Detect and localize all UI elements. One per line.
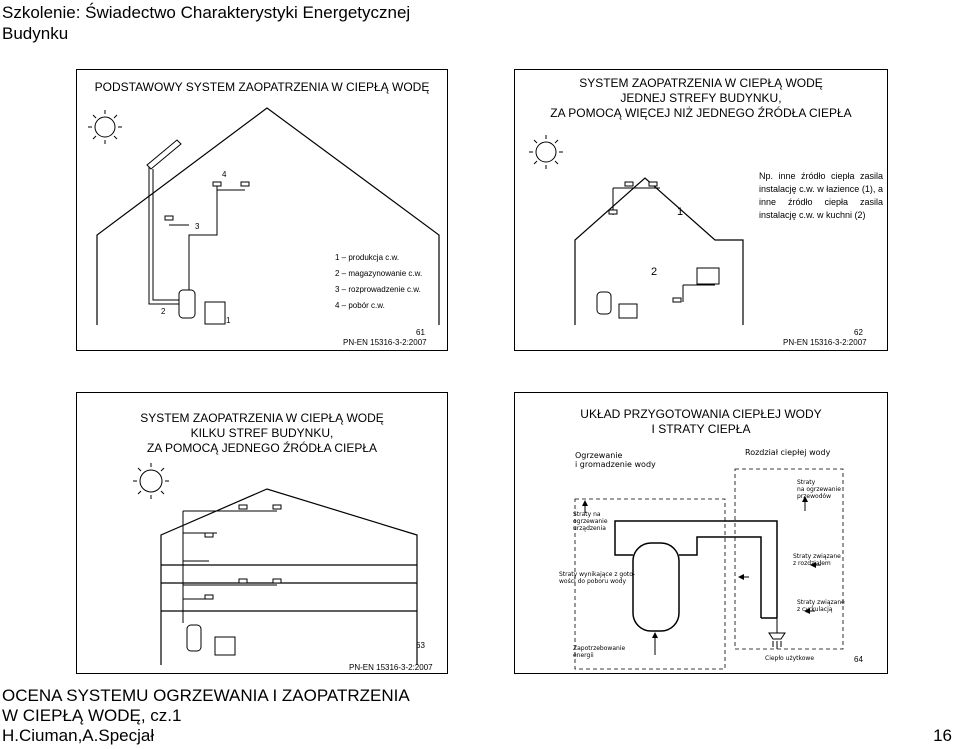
slide-title-line: I STRATY CIEPŁA [651,422,751,436]
label-line: z rozdziałem [793,560,831,567]
label-straty-pobor [559,571,635,585]
label-ogrzewanie [575,451,656,469]
legend-item: 3 – rozprowadzenie c.w. [335,285,421,294]
label-line: i gromadzenie wody [575,460,656,469]
building-diagram [77,393,448,674]
label-1: 1 [677,206,684,218]
label-line: Zapotrzebowanie [573,645,626,652]
footer-line: H.Ciuman,A.Specjał [2,726,155,745]
label-2: 2 [651,266,658,278]
slide-number: 62 [854,328,863,337]
footer [2,686,410,746]
note-text: Np. inne źródło ciepła zasila instalację c.w. w łazience (1), a inne źródło ciepła zasila instalację c.w. w kuchni (2) [759,171,883,220]
slide-61 [76,69,448,351]
label-line: na ogrzewanie [797,486,841,493]
label-line: energii [573,652,594,659]
label-line: Straty na [573,511,601,518]
slide-title: PODSTAWOWY SYSTEM ZAOPATRZENIA W CIEPŁĄ WODĘ [94,80,430,94]
slide-number: 64 [854,655,863,664]
legend-item: 2 – magazynowanie c.w. [335,269,423,278]
slide-title-line: SYSTEM ZAOPATRZENIA W CIEPŁĄ WODĘ [579,76,823,90]
label-straty-rozdzial [793,553,841,567]
slide-title-line: ZA POMOCĄ JEDNEGO ŹRÓDŁA CIEPŁA [146,441,378,455]
label-line: wości do poboru wody [559,578,627,585]
slide-62 [514,69,888,351]
loss-diagram [515,393,888,674]
slide-title-line: JEDNEJ STREFY BUDYNKU, [620,91,782,105]
standard-ref: PN-EN 15316-3-2:2007 [783,338,867,347]
legend-item: 4 – pobór c.w. [335,301,385,310]
page-title: Szkolenie: Świadectwo Charakterystyki Energetycznej Budynku [2,3,411,43]
slide-number: 61 [416,328,425,337]
footer-line: W CIEPŁĄ WODĘ, cz.1 [2,706,182,725]
sun-icon [88,110,122,144]
label-line: Straty związane [797,599,845,606]
label-2: 2 [161,307,166,316]
slide-number: 63 [416,641,425,650]
label-4: 4 [222,170,227,179]
label-line: Straty wynikające z goto- [559,571,636,578]
sun-icon [133,463,169,499]
label-line: urządzenia [573,525,606,532]
standard-ref: PN-EN 15316-3-2:2007 [343,338,427,347]
label-line: ogrzewanie [573,518,608,525]
label-zapotrzebowanie [573,645,625,659]
slide-title-line: SYSTEM ZAOPATRZENIA W CIEPŁĄ WODĘ [140,411,384,425]
label-straty-cyrkulacja [797,599,845,613]
label-rozdzial: Rozdział ciepłej wody [745,448,831,457]
slide-title-line: ZA POMOCĄ WIĘCEJ NIŻ JEDNEGO ŹRÓDŁA CIEPŁA [550,106,852,120]
label-line: Straty związane [793,553,841,560]
label-line: przewodów [797,493,832,500]
slide-title-line: UKŁAD PRZYGOTOWANIA CIEPŁEJ WODY [580,407,822,421]
label-3: 3 [195,222,200,231]
shower-icon [769,618,785,649]
footer-line: OCENA SYSTEMU OGRZEWANIA I ZAOPATRZENIA [2,686,410,705]
slide-63 [76,392,448,674]
slide-title-line: KILKU STREF BUDYNKU, [190,426,334,440]
page-number: 16 [933,726,952,745]
label-line: z cyrkulacją [797,606,833,613]
label-line: Straty [797,479,816,486]
legend [335,250,422,314]
legend-item: 1 – produkcja c.w. [335,253,400,262]
slide-64 [514,392,888,674]
label-straty-przewody [797,479,841,500]
label-1: 1 [226,316,231,325]
storage-tank [179,290,225,324]
label-straty-urzadzenie [573,511,608,532]
solar-collector [147,140,181,169]
label-cieplo: Ciepło użytkowe [765,655,815,662]
sun-icon [529,135,563,169]
standard-ref: PN-EN 15316-3-2:2007 [349,663,433,672]
label-line: Ogrzewanie [575,451,623,460]
